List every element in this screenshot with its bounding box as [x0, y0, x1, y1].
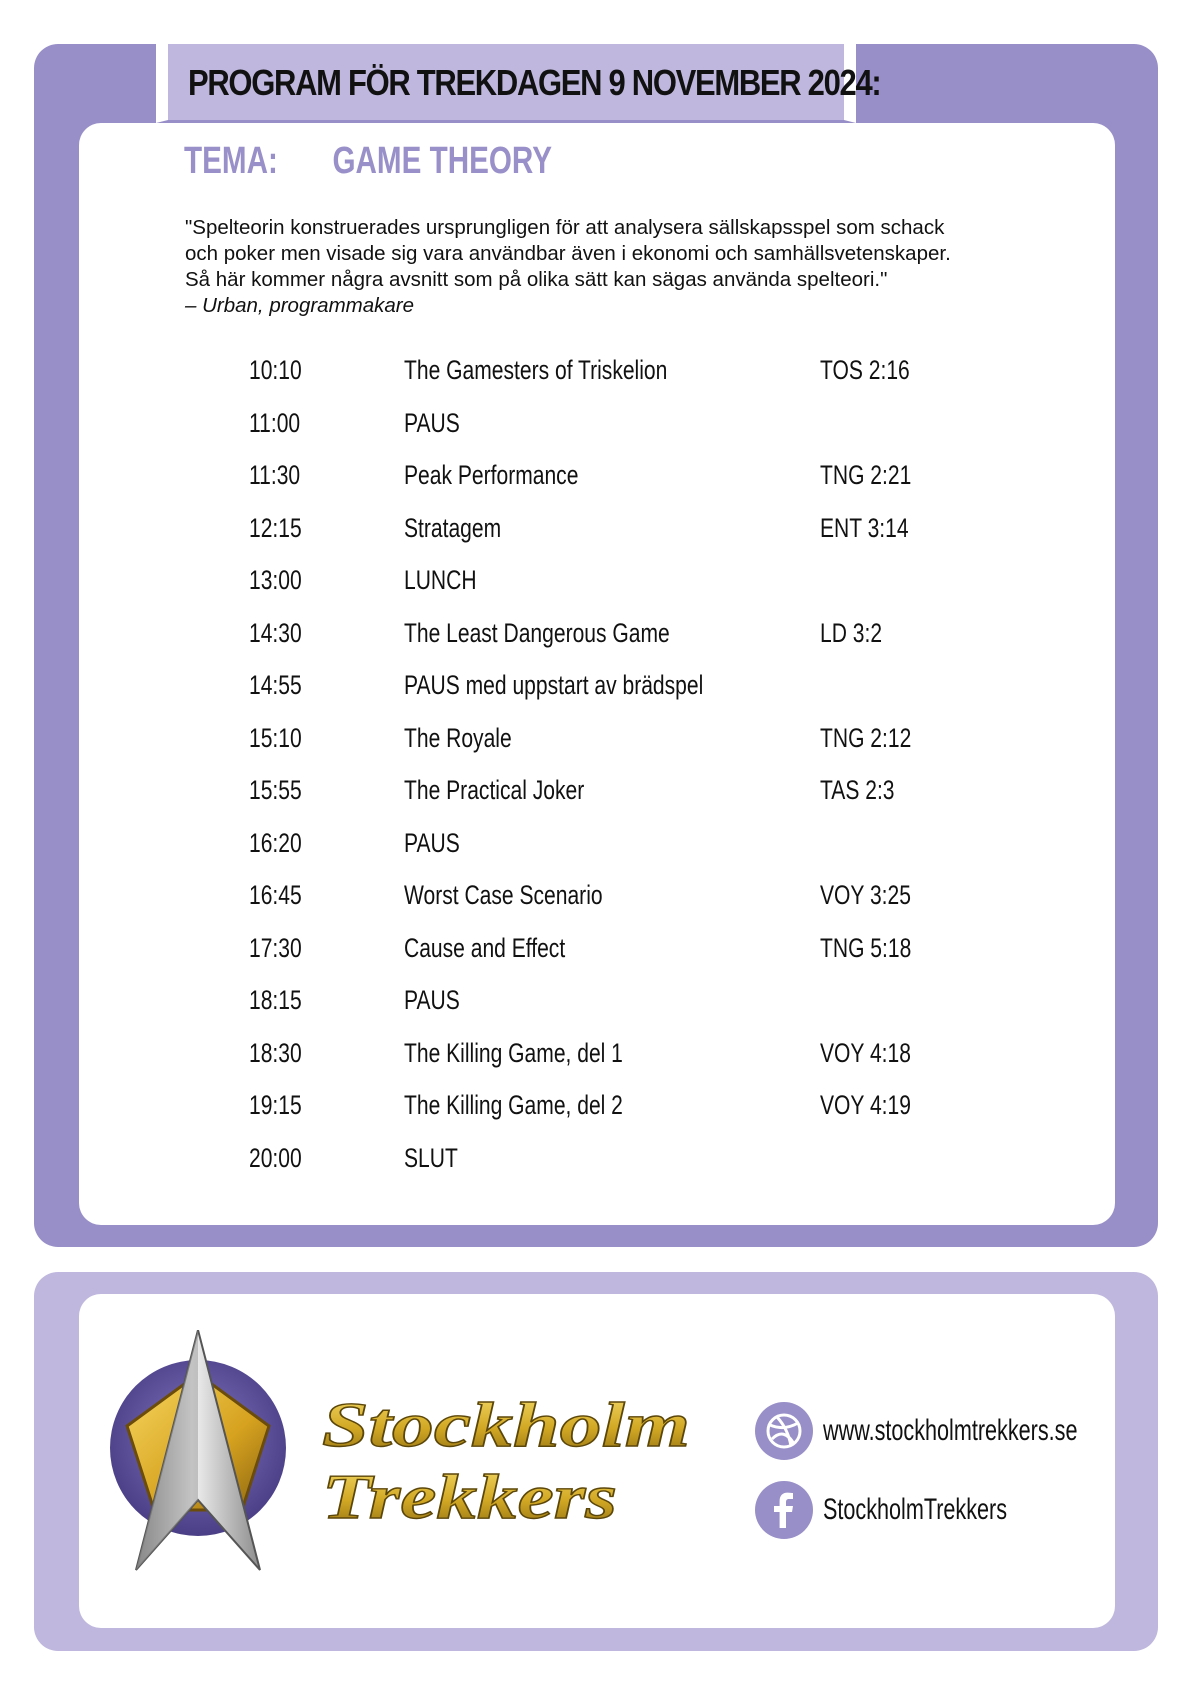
schedule-title: PAUS [404, 985, 460, 1015]
schedule-row [79, 1078, 1115, 1130]
quote-line: och poker men visade sig vara användbar även i ekonomi och samhällsvetenskaper. [185, 242, 951, 265]
title-tab [156, 44, 881, 123]
schedule-episode: LD 3:2 [820, 617, 883, 648]
schedule-time: 20:00 [249, 1142, 302, 1173]
schedule-title: Cause and Effect [404, 932, 566, 963]
facebook-icon [755, 1481, 813, 1539]
schedule-time: 15:55 [249, 775, 302, 805]
schedule-title: SLUT [404, 1142, 458, 1173]
schedule-episode: TNG 5:18 [820, 932, 912, 963]
theme-value: GAME THEORY [332, 140, 553, 182]
schedule-episode: TNG 2:21 [820, 460, 912, 490]
schedule-time: 12:15 [249, 512, 302, 543]
schedule-time: 18:30 [249, 1037, 302, 1068]
website-url[interactable]: www.stockholmtrekkers.se [823, 1414, 1078, 1447]
brand-line-1: Stockholm [322, 1389, 690, 1460]
schedule-time: 18:15 [249, 985, 302, 1015]
stockholm-trekkers-emblem [105, 1330, 295, 1580]
schedule-row [79, 973, 1115, 1025]
brand-line-2: Trekkers [322, 1461, 617, 1528]
facebook-handle[interactable]: StockholmTrekkers [823, 1493, 1008, 1526]
theme-heading [184, 140, 552, 183]
schedule-row [79, 606, 1115, 658]
schedule-title: PAUS med uppstart av brädspel [404, 670, 704, 700]
schedule-time: 11:00 [249, 407, 301, 438]
schedule-row [79, 816, 1115, 868]
schedule-row [79, 501, 1115, 553]
schedule-time: 15:10 [249, 722, 302, 753]
schedule-title: The Gamesters of Triskelion [404, 355, 668, 385]
quote-line: "Spelteorin konstruerades ursprungligen för att analysera sällskapsspel som schack [185, 216, 945, 239]
schedule-time: 16:45 [249, 880, 302, 910]
website-link[interactable] [755, 1402, 1176, 1460]
schedule-title: Stratagem [404, 512, 502, 543]
schedule-row [79, 868, 1115, 920]
schedule-row [79, 343, 1115, 395]
schedule-title: The Practical Joker [404, 775, 585, 805]
theme-label: TEMA: [184, 140, 278, 182]
schedule-episode: ENT 3:14 [820, 512, 909, 543]
schedule-episode: TOS 2:16 [820, 355, 910, 385]
schedule-row [79, 658, 1115, 710]
schedule-time: 19:15 [249, 1090, 302, 1120]
schedule-title: The Least Dangerous Game [404, 617, 670, 648]
schedule-title: PAUS [404, 407, 460, 438]
schedule-title: PAUS [404, 827, 460, 858]
schedule-row [79, 448, 1115, 500]
facebook-link[interactable] [755, 1481, 1079, 1539]
schedule-row [79, 396, 1115, 448]
quote-author: – Urban, programmakare [185, 294, 415, 317]
dribbble-ball-icon [755, 1402, 813, 1460]
schedule-time: 13:00 [249, 565, 302, 595]
schedule-episode: VOY 3:25 [820, 880, 911, 910]
schedule-row [79, 1026, 1115, 1078]
schedule-time: 17:30 [249, 932, 302, 963]
schedule-title: Worst Case Scenario [404, 880, 603, 910]
schedule-time: 14:30 [249, 617, 302, 648]
schedule-episode: VOY 4:18 [820, 1037, 911, 1068]
schedule-title: The Killing Game, del 2 [404, 1090, 623, 1120]
schedule-row [79, 763, 1115, 815]
brand-wordmark [318, 1388, 698, 1528]
schedule-title: The Killing Game, del 1 [404, 1037, 623, 1068]
schedule-episode: TNG 2:12 [820, 722, 912, 753]
schedule-episode: TAS 2:3 [820, 775, 895, 805]
schedule-title: The Royale [404, 722, 512, 753]
schedule-time: 16:20 [249, 827, 302, 858]
schedule-title: LUNCH [404, 565, 477, 595]
schedule-title: Peak Performance [404, 460, 579, 490]
schedule-row [79, 711, 1115, 763]
schedule-row [79, 553, 1115, 605]
schedule-time: 14:55 [249, 670, 302, 700]
quote-line: Så här kommer några avsnitt som på olika sätt kan sägas använda spelteori." [185, 268, 888, 291]
program-card [79, 123, 1115, 1225]
schedule-episode: VOY 4:19 [820, 1090, 911, 1120]
schedule-row [79, 1131, 1115, 1183]
schedule-time: 10:10 [249, 355, 302, 385]
intro-quote [185, 215, 1035, 319]
page-title: PROGRAM FÖR TREKDAGEN 9 NOVEMBER 2024: [188, 62, 881, 103]
schedule-time: 11:30 [249, 460, 301, 490]
schedule-row [79, 921, 1115, 973]
